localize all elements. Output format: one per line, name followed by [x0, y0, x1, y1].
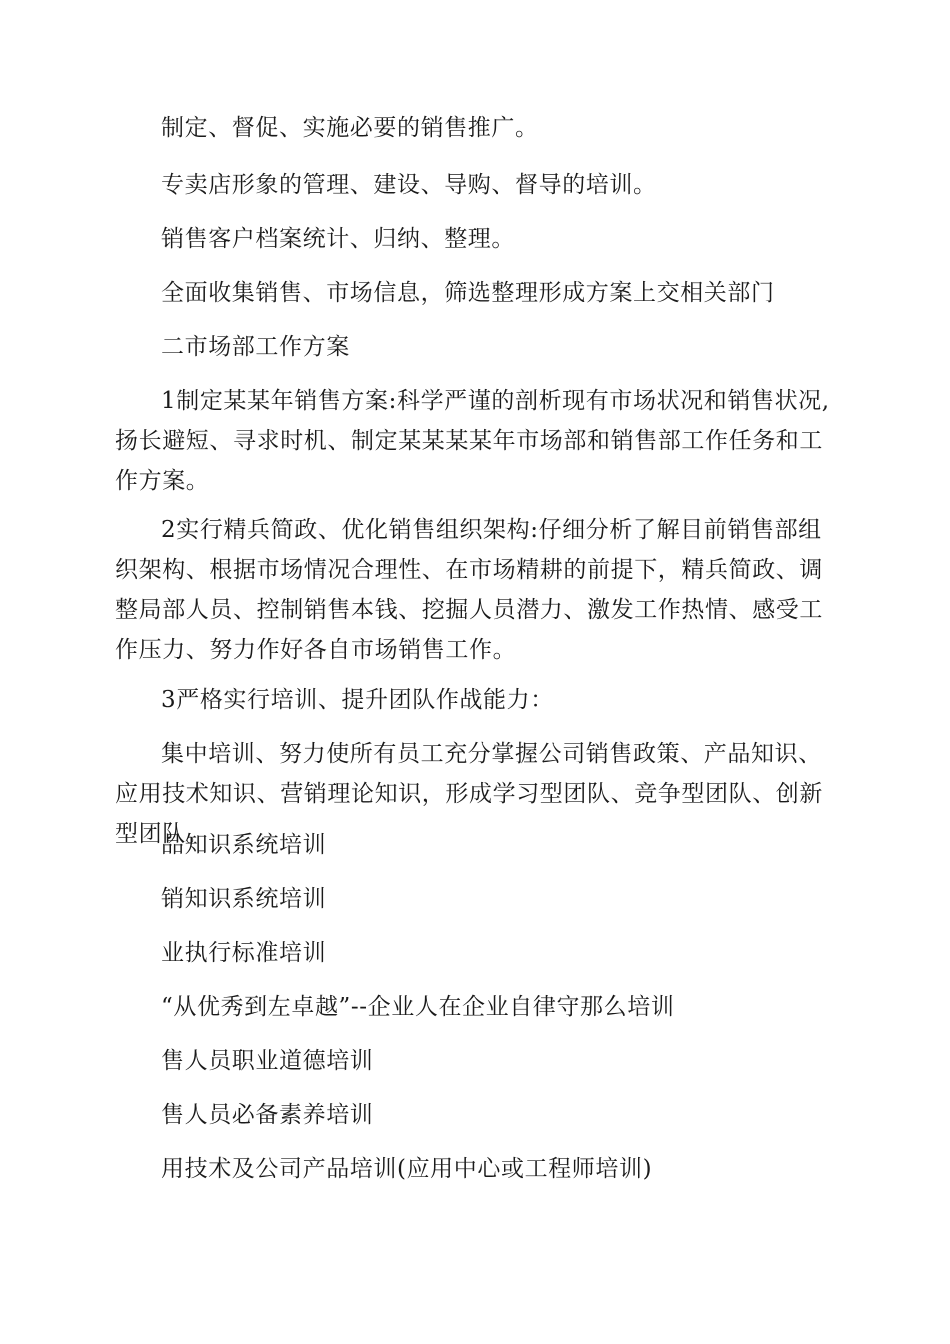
paragraph-9: 集中培训、努力使所有员工充分掌握公司销售政策、产品知识、应用技术知识、营销理论知识，形成学习型团队、竞争型团队、创新型团队。 — [115, 741, 823, 847]
paragraph-7: 2实行精兵简政、优化销售组织架构:仔细分析了解目前销售部组织架构、根据市场情况合理性、在市场精耕的前提下，精兵简政、调整局部人员、控制销售本钱、挖掘人员潜力、激发工作热情、感受工作压力、努力作好各自市场销售工作。 — [115, 517, 823, 663]
paragraph-8: 3严格实行培训、提升团队作战能力： — [161, 687, 554, 713]
paragraph-6: 1制定某某年销售方案:科学严谨的剖析现有市场状况和销售状况,扬长避短、寻求时机、制定某某某某年市场部和销售部工作任务和工作方案。 — [115, 388, 830, 494]
paragraph-13: “从优秀到左卓越”--企业人在企业自律守那么培训 — [161, 994, 675, 1020]
paragraph-5: 二市场部工作方案 — [161, 334, 350, 360]
paragraph-1: 制定、督促、实施必要的销售推广。 — [161, 115, 539, 141]
paragraph-10: 品知识系统培训 — [161, 832, 327, 858]
paragraph-4: 全面收集销售、市场信息，筛选整理形成方案上交相关部门 — [161, 280, 775, 306]
paragraph-12: 业执行标准培训 — [161, 940, 327, 966]
paragraph-16: 用技术及公司产品培训(应用中心或工程师培训) — [161, 1156, 653, 1182]
paragraph-14: 售人员职业道德培训 — [161, 1048, 374, 1074]
paragraph-2: 专卖店形象的管理、建设、导购、督导的培训。 — [161, 172, 657, 198]
paragraph-11: 销知识系统培训 — [161, 886, 327, 912]
paragraph-15: 售人员必备素养培训 — [161, 1102, 374, 1128]
paragraph-3: 销售客户档案统计、归纳、整理。 — [161, 226, 515, 252]
